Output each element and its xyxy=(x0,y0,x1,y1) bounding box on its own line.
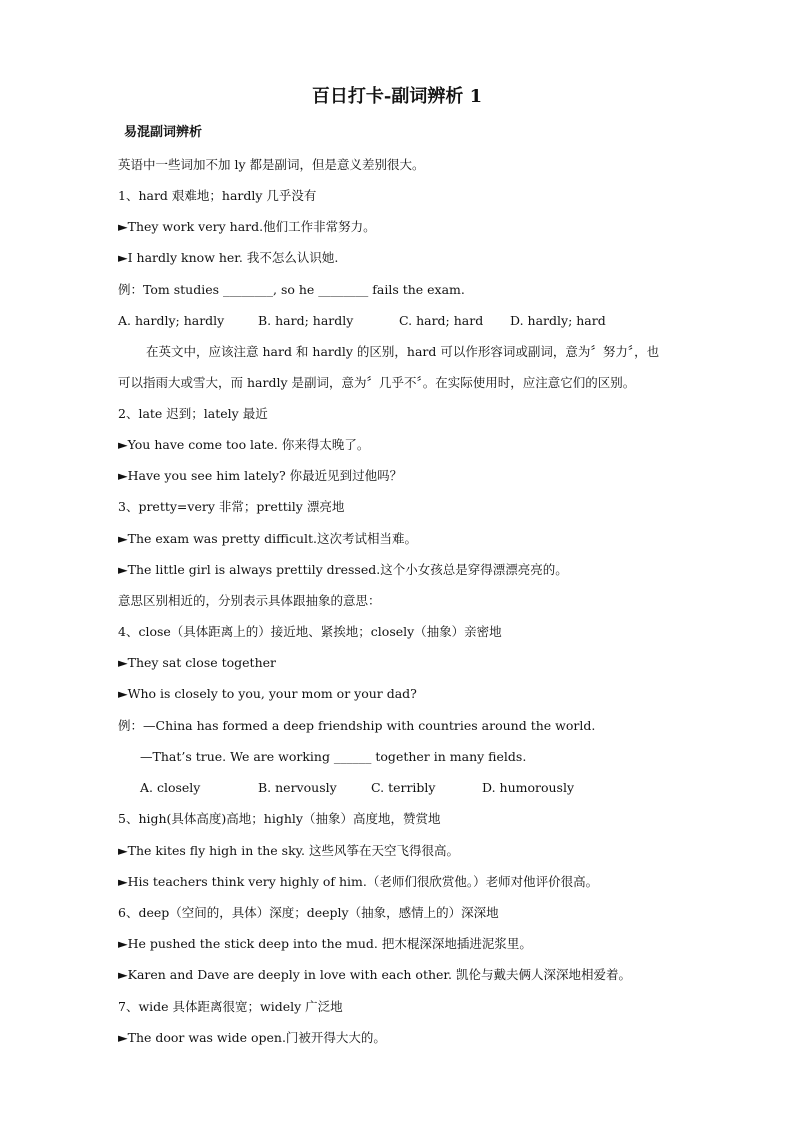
option-a: A. hardly; hardly xyxy=(118,313,225,328)
option-c: C. terribly xyxy=(371,780,436,795)
s5-heading: 5、high(具体高度)高地；highly（抽象）高度地，赞赏地 xyxy=(118,811,441,826)
s4-question-2: —That’s true. We are working ______ together in many fields. xyxy=(140,749,527,764)
option-a: A. closely xyxy=(140,780,201,795)
s1-explanation-2: 可以指雨大或雪大，而 hardly 是副词，意为〞几乎不〞。在实际使用时，应注意它们的区别。 xyxy=(118,375,636,390)
option-b: B. hard; hardly xyxy=(258,313,354,328)
s6-example-1: ►He pushed the stick deep into the mud. 把木棍深深地插进泥浆里。 xyxy=(118,936,532,951)
s1-heading: 1、hard 艰难地；hardly 几乎没有 xyxy=(118,188,317,203)
s1-explanation-1: 在英文中，应该注意 hard 和 hardly 的区别，hard 可以作形容词或副词，意为〞努力〞，也 xyxy=(146,344,660,359)
option-c: C. hard; hard xyxy=(399,313,484,328)
s2-heading: 2、late 迟到；lately 最近 xyxy=(118,406,268,421)
option-b: B. nervously xyxy=(258,780,337,795)
s6-heading: 6、deep（空间的，具体）深度；deeply（抽象，感情上的）深深地 xyxy=(118,905,499,920)
s5-example-1: ►The kites fly high in the sky. 这些风筝在天空飞得很高。 xyxy=(118,843,460,858)
s4-heading: 4、close（具体距离上的）接近地、紧挨地；closely（抽象）亲密地 xyxy=(118,624,502,639)
intro-text: 英语中一些词加不加 ly 都是副词，但是意义差别很大。 xyxy=(118,157,425,172)
s4-example-1: ►They sat close together xyxy=(118,655,277,670)
s3-example-1: ►The exam was pretty difficult.这次考试相当难。 xyxy=(118,531,418,546)
s3-example-2: ►The little girl is always prettily dressed.这个小女孩总是穿得漂漂亮亮的。 xyxy=(118,562,568,577)
s4-example-2: ►Who is closely to you, your mom or your dad? xyxy=(118,686,417,701)
section-subheading: 易混副词辨析 xyxy=(124,125,203,140)
option-d: D. humorously xyxy=(482,780,575,795)
page-title: 百日打卡-副词辨析 1 xyxy=(311,86,483,107)
s2-example-1: ►You have come too late. 你来得太晚了。 xyxy=(118,437,370,452)
option-d: D. hardly; hard xyxy=(510,313,606,328)
s2-example-2: ►Have you see him lately? 你最近见到过他吗？ xyxy=(118,468,403,483)
s1-example-1: ►They work very hard.他们工作非常努力。 xyxy=(118,219,376,234)
s7-example-1: ►The door was wide open.门被开得大大的。 xyxy=(118,1030,386,1045)
s3-heading: 3、pretty=very 非常；prettily 漂亮地 xyxy=(118,499,345,514)
s6-example-2: ►Karen and Dave are deeply in love with each other. 凯伦与戴夫俩人深深地相爱着。 xyxy=(118,967,631,982)
s7-heading: 7、wide 具体距离很宽；widely 广泛地 xyxy=(118,999,343,1014)
note-text: 意思区别相近的，分别表示具体跟抽象的意思： xyxy=(118,593,381,608)
s1-question: 例：Tom studies ________, so he ________ fails the exam. xyxy=(118,282,465,297)
s4-question-1: 例：—China has formed a deep friendship with countries around the world. xyxy=(118,718,596,733)
s1-example-2: ►I hardly know her. 我不怎么认识她. xyxy=(118,250,339,265)
s5-example-2: ►His teachers think very highly of him.（老师们很欣赏他。）老师对他评价很高。 xyxy=(118,874,599,889)
